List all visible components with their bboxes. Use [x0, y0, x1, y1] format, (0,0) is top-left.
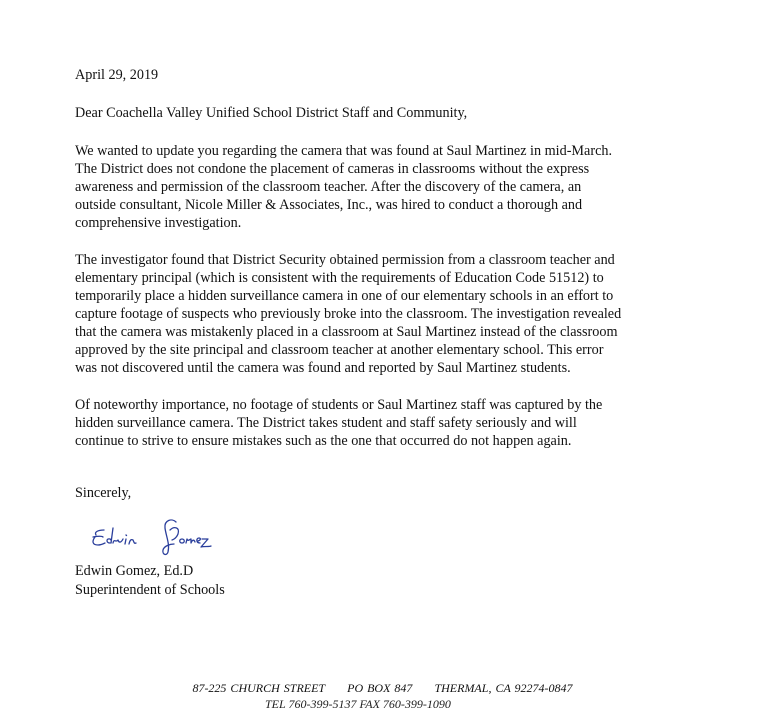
paragraph-line: The District does not condone the placement of cameras in classrooms without the express — [75, 161, 590, 177]
paragraph-1 — [75, 142, 745, 232]
paragraph-line: awareness and permission of the classroom teacher. After the discovery of the camera, an — [75, 179, 582, 195]
paragraph-line: comprehensive investigation. — [75, 215, 242, 231]
letter-date: April 29, 2019 — [75, 67, 159, 83]
footer-po-box: PO BOX 847 — [347, 681, 413, 695]
paragraph-line: capture footage of suspects who previously broke into the classroom. The investigation revealed — [75, 306, 622, 322]
paragraph-line: Of noteworthy importance, no footage of students or Saul Martinez staff was captured by the — [75, 397, 603, 413]
paragraph-line: elementary principal (which is consistent with the requirements of Education Code 51512) to — [75, 270, 604, 286]
closing: Sincerely, — [75, 485, 132, 501]
paragraph-line: continue to strive to ensure mistakes such as the one that occurred do not happen again. — [75, 433, 572, 449]
paragraph-3 — [75, 396, 745, 450]
paragraph-line: approved by the site principal and classroom teacher at another elementary school. This error — [75, 342, 604, 358]
signature-image — [90, 510, 220, 558]
paragraph-line: hidden surveillance camera. The District takes student and staff safety seriously and will — [75, 415, 577, 431]
letter-body — [75, 66, 745, 502]
paragraph-2 — [75, 251, 745, 377]
signer-title: Superintendent of Schools — [75, 582, 225, 598]
paragraph-line: was not discovered until the camera was found and reported by Saul Martinez students. — [75, 360, 571, 376]
paragraph-line: temporarily place a hidden surveillance camera in one of our elementary schools in an effort to — [75, 288, 614, 304]
signer-block — [75, 562, 225, 600]
paragraph-line: outside consultant, Nicole Miller & Associates, Inc., was hired to conduct a thorough and — [75, 197, 583, 213]
letterhead-footer — [0, 681, 765, 695]
paragraph-line: The investigator found that District Security obtained permission from a classroom teacher and — [75, 252, 615, 268]
salutation: Dear Coachella Valley Unified School District Staff and Community, — [75, 105, 468, 121]
footer-street: 87-225 CHURCH STREET — [192, 681, 326, 695]
footer-city: THERMAL, CA 92274-0847 — [434, 681, 573, 695]
paragraph-line: that the camera was mistakenly placed in a classroom at Saul Martinez instead of the classroom — [75, 324, 618, 340]
paragraph-line: We wanted to update you regarding the camera that was found at Saul Martinez in mid-March. — [75, 143, 613, 159]
signer-name: Edwin Gomez, Ed.D — [75, 563, 194, 579]
footer-phone-line-cut: TEL 760-399-5137 FAX 760-399-1090 — [265, 697, 451, 711]
